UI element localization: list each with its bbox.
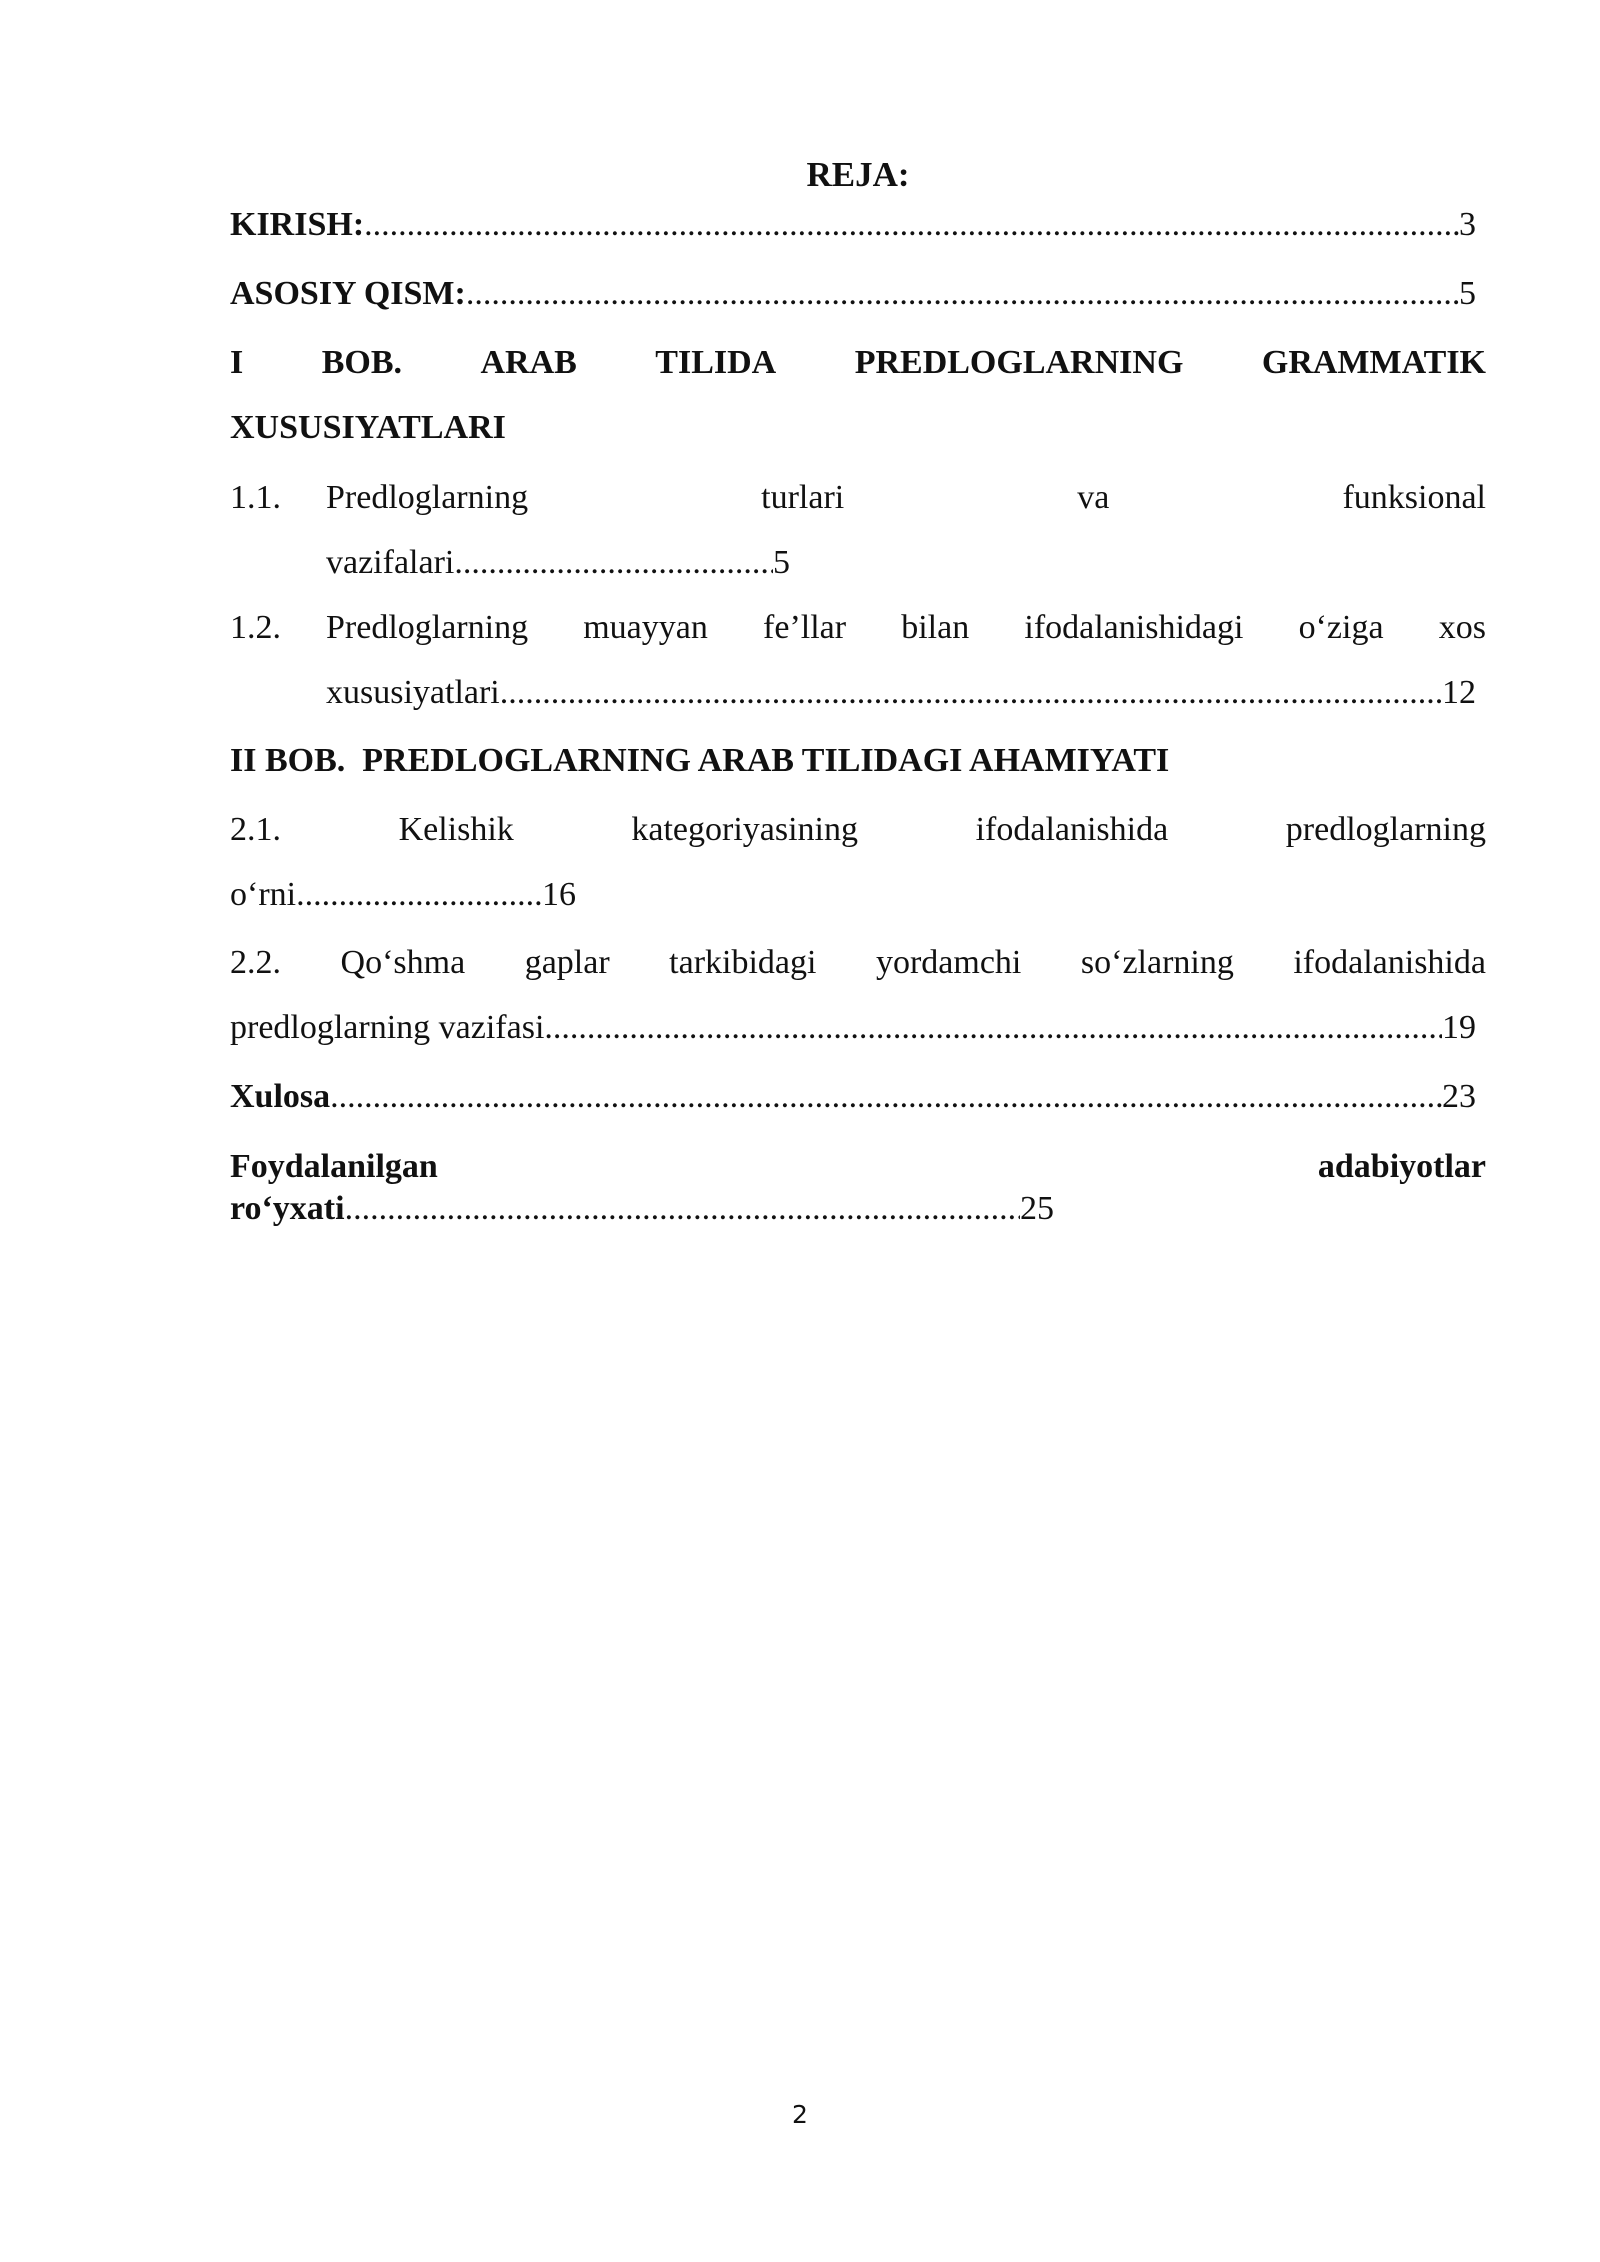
word: GRAMMATIK xyxy=(1261,344,1486,381)
entry-label: ASOSIY QISM: xyxy=(230,275,466,312)
word: ARAB xyxy=(480,344,577,381)
word: va xyxy=(1077,479,1110,516)
toc-entry-references-cont xyxy=(230,1187,1054,1231)
word: turlari xyxy=(761,479,845,516)
section-title xyxy=(326,603,1486,653)
leader-dots xyxy=(364,200,1459,250)
word: xos xyxy=(1438,609,1486,646)
toc-entry-xulosa xyxy=(230,1072,1476,1122)
word: Predloglarning xyxy=(326,479,529,516)
toc-section-2-1-cont xyxy=(230,870,576,920)
toc-section-2-1 xyxy=(230,805,1486,855)
page-ref: 23 xyxy=(1442,1078,1476,1115)
word: tarkibidagi xyxy=(669,944,817,981)
toc-title: REJA: xyxy=(806,155,910,194)
leader-dots xyxy=(345,1187,1020,1231)
word: ifodalanishida xyxy=(975,811,1169,848)
word: Predloglarning xyxy=(326,609,529,646)
word: I xyxy=(230,344,244,381)
entry-label: Xulosa xyxy=(230,1078,331,1115)
leader-dots xyxy=(500,668,1442,718)
entry-label: II BOB. PREDLOGLARNING ARAB TILIDAGI AHAMIYATI xyxy=(230,742,1170,779)
page-ref: 16 xyxy=(542,876,576,913)
page-ref: 5 xyxy=(773,544,790,581)
toc-entry-asosiy-qism xyxy=(230,269,1476,319)
entry-label: vazifalari xyxy=(326,544,455,581)
word: BOB. xyxy=(321,344,403,381)
leader-dots xyxy=(330,1072,1442,1122)
word: predloglarning xyxy=(1285,811,1486,848)
word: ifodalanishidagi xyxy=(1024,609,1244,646)
word: ifodalanishida xyxy=(1293,944,1486,981)
word: adabiyotlar xyxy=(1317,1148,1486,1185)
word: bilan xyxy=(901,609,970,646)
section-number: 1.1. xyxy=(230,479,281,516)
leader-dots xyxy=(454,538,773,588)
word: TILIDA xyxy=(655,344,777,381)
toc-chapter-2 xyxy=(230,736,1169,786)
toc-section-2-2 xyxy=(230,938,1486,988)
toc-chapter-1-cont xyxy=(230,403,506,453)
entry-label: XUSUSIYATLARI xyxy=(230,409,506,446)
word: o‘ziga xyxy=(1298,609,1384,646)
page-ref: 5 xyxy=(1459,275,1476,312)
word: Kelishik xyxy=(398,811,514,848)
word: Foydalanilgan xyxy=(230,1148,438,1185)
section-number: 1.2. xyxy=(230,609,281,646)
toc-section-2-2-cont xyxy=(230,1003,1476,1053)
page-ref: 25 xyxy=(1020,1190,1054,1227)
leader-dots xyxy=(466,269,1459,319)
leader-dots xyxy=(544,1003,1442,1053)
entry-label: o‘rni xyxy=(230,876,297,913)
page-ref: 19 xyxy=(1442,1009,1476,1046)
word: 2.1. xyxy=(230,811,281,848)
toc-entry-kirish xyxy=(230,200,1476,250)
word: fe’llar xyxy=(763,609,847,646)
word: yordamchi xyxy=(875,944,1022,981)
word: Qo‘shma xyxy=(340,944,466,981)
section-title xyxy=(326,473,1486,523)
entry-label: ro‘yxati xyxy=(230,1190,345,1227)
toc-section-1-2-cont xyxy=(326,668,1476,718)
entry-label: xususiyatlari xyxy=(326,674,500,711)
word: PREDLOGLARNING xyxy=(854,344,1184,381)
page-number: 2 xyxy=(792,2100,808,2129)
word: 2.2. xyxy=(230,944,281,981)
toc-section-1-1-cont xyxy=(326,538,790,588)
word: kategoriyasining xyxy=(631,811,858,848)
word: muayyan xyxy=(583,609,708,646)
page-ref: 12 xyxy=(1442,674,1476,711)
word: funksional xyxy=(1342,479,1486,516)
page-ref: 3 xyxy=(1459,206,1476,243)
toc-section-1-2 xyxy=(230,603,1486,653)
toc-section-1-1 xyxy=(230,473,1486,523)
toc-entry-references xyxy=(230,1142,1486,1192)
word: so‘zlarning xyxy=(1080,944,1234,981)
toc-chapter-1 xyxy=(230,338,1486,388)
word: gaplar xyxy=(524,944,610,981)
leader-dots xyxy=(296,870,542,920)
entry-label: KIRISH: xyxy=(230,206,365,243)
entry-label: predloglarning vazifasi xyxy=(230,1009,545,1046)
